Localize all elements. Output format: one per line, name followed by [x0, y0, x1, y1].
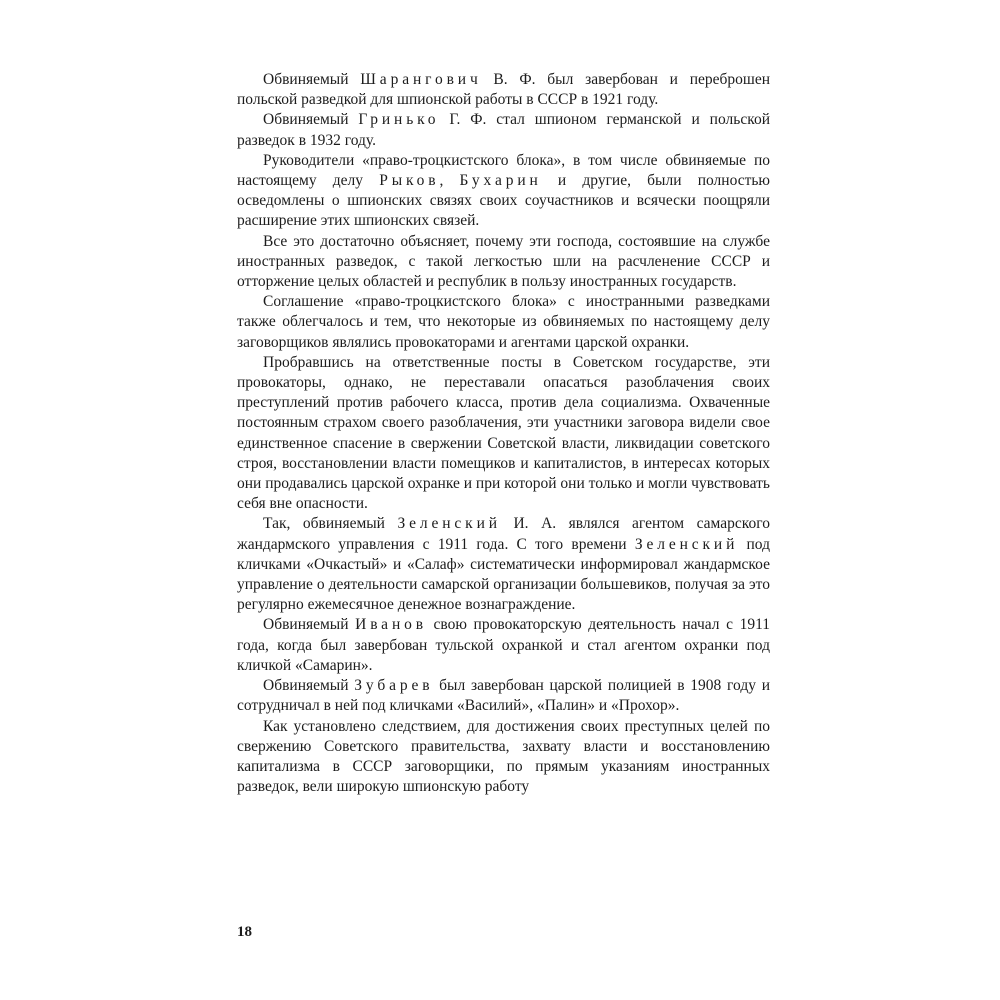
text-segment: Соглашение «право-троцкистского блока» с иностранными разведками также облегчалось и тем, что некоторые из обвиняемых по настоящему делу заговорщиков являлись провокаторами и агентами царской охранки.: [237, 293, 770, 351]
text-segment: Г. Ф. стал шпионом германской и польской разведок в 1932 году.: [237, 111, 770, 149]
person-name: Рыков: [379, 172, 440, 190]
paragraph: [237, 514, 770, 615]
paragraph: [237, 110, 770, 150]
paragraph: [237, 676, 770, 716]
person-name: Шарангович: [360, 71, 482, 88]
text-block: [237, 70, 770, 797]
text-segment: Пробравшись на ответственные посты в Советском государстве, эти провокаторы, однако, не переставали опасаться разоблачения своих преступлений против рабочего класса, против дела социализма. Охваченные постоянным страхом своего разоблачения, эти участники заговора видели свое единственное спасение в свержении Советской власти, ликвидации советского строя, восстановлении власти помещиков и капиталистов, в интересах которых они продавались царской охранке и при которой они только и могли чувствовать себя вне опасности.: [237, 353, 770, 513]
person-name: Бухарин: [459, 172, 542, 190]
text-segment: и другие, были полностью осведомлены о шпионских связях своих соучастников и всячески поощряли расширение этих шпионских связей.: [237, 172, 771, 230]
text-segment: Обвиняемый: [263, 616, 356, 634]
paragraph: [237, 151, 770, 232]
text-segment: свою провокаторскую деятельность начал с 1911 года, когда был завербован тульской охранкой и стал агентом охранки под кличкой «Самарин».: [237, 616, 770, 674]
paragraph: [237, 292, 770, 353]
person-name: Иванов: [355, 616, 427, 634]
text-segment: Руководители «право-троцкистского блока», в том числе обвиняемые по настоящему делу: [237, 151, 770, 190]
text-segment: Как установлено следствием, для достижения своих преступных целей по свержению Советского правительства, захвату власти и восстановлению капитализма в СССР заговорщики, по прямым указаниям иностранных разведок, вели широкую шпионскую работу: [237, 717, 770, 796]
paragraph: [237, 615, 770, 676]
person-name: Гринько: [358, 111, 440, 129]
text-segment: Обвиняемый: [263, 677, 355, 695]
person-name: Зеленский: [634, 535, 739, 553]
person-name: Зеленский: [397, 515, 501, 533]
paragraph: [237, 353, 770, 515]
text-segment: В. Ф. был завербован и переброшен польской разведкой для шпионской работы в СССР в 1921 году.: [237, 71, 771, 109]
paragraph: [237, 232, 770, 293]
page-number: 18: [237, 924, 252, 940]
text-segment: Обвиняемый: [263, 111, 359, 129]
text-segment: под кличками «Очкастый» и «Салаф» систематически информировал жандармское управление о деятельности самарской организации большевиков, получая за это регулярно ежемесячное денежное вознаграждение.: [237, 535, 770, 614]
text-segment: Так, обвиняемый: [263, 515, 398, 533]
paragraph: [237, 717, 770, 798]
text-segment: И. А. являлся агентом самарского жандармского управления с 1911 года. С того времени: [237, 515, 770, 553]
person-name: Зубарев: [354, 677, 434, 695]
paragraph: [237, 70, 770, 110]
text-segment: Обвиняемый: [263, 71, 361, 88]
text-segment: был завербован царской полицией в 1908 году и сотрудничал в ней под кличками «Василий», «Палин» и «Прохор».: [237, 677, 770, 715]
text-segment: Все это достаточно объясняет, почему эти господа, состоявшие на службе иностранных разведок, с такой легкостью шли на расчленение СССР и отторжение целых областей и республик в пользу иностранных государств.: [237, 232, 770, 291]
text-segment: ,: [439, 172, 460, 190]
